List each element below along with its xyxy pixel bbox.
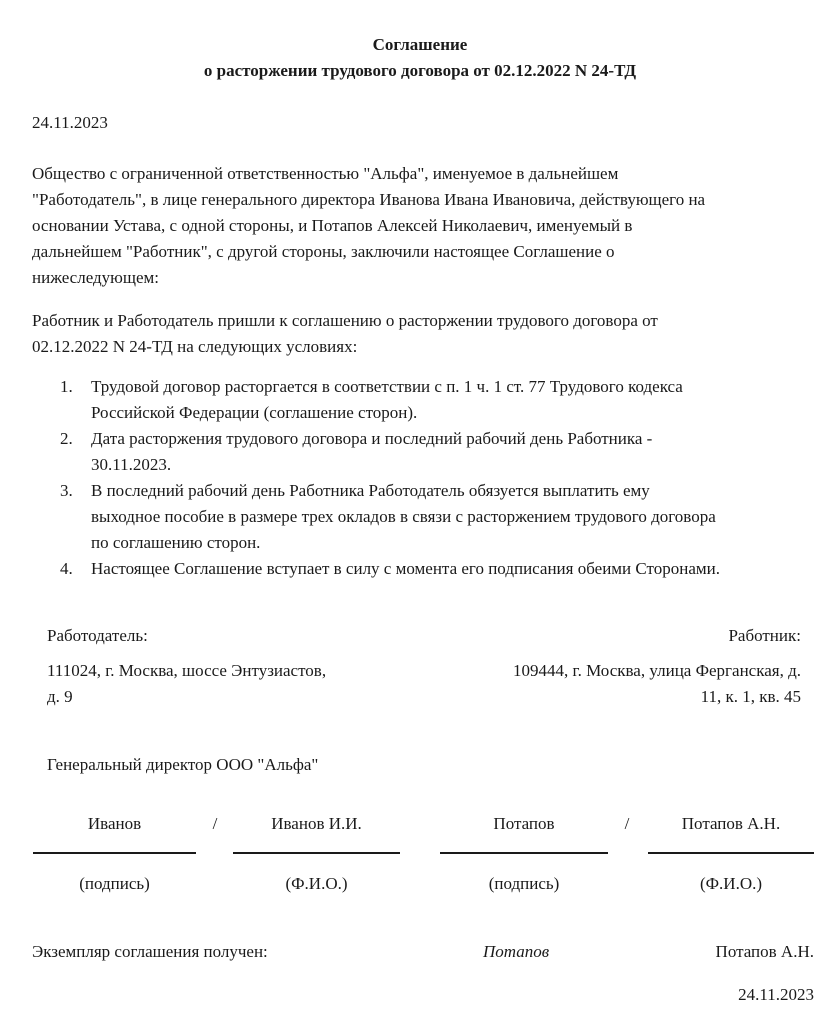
employee-label: Работник: [728, 626, 801, 645]
employer-position: Генеральный директор ООО "Альфа" [47, 755, 319, 774]
term-line: Дата расторжения трудового договора и последний рабочий день Работника - [91, 429, 653, 448]
term-line: 30.11.2023. [91, 455, 172, 474]
employer-label: Работодатель: [47, 626, 148, 645]
term-number: 2. [60, 429, 73, 448]
intro-line: "Работодатель", в лице генерального директора Иванова Ивана Ивановича, действующего на [32, 190, 706, 209]
intro-line: Общество с ограниченной ответственностью "Альфа", именуемое в дальнейшем [32, 164, 619, 183]
signature-line [33, 852, 196, 854]
name-caption: (Ф.И.О.) [285, 874, 348, 893]
signature-separator: / [212, 814, 218, 833]
employee-address-line: 109444, г. Москва, улица Ферганская, д. [513, 661, 801, 680]
term-line: Российской Федерации (соглашение сторон). [91, 403, 418, 422]
intro-line: основании Устава, с одной стороны, и Потапов Алексей Николаевич, именуемый в [32, 216, 633, 235]
signature-line [440, 852, 608, 854]
signature-caption: (подпись) [488, 874, 560, 893]
agreement-line: 02.12.2022 N 24-ТД на следующих условиях: [32, 337, 358, 356]
employee-address-line: 11, к. 1, кв. 45 [700, 687, 801, 706]
term-line: Настоящее Соглашение вступает в силу с момента его подписания обеими Сторонами. [91, 559, 720, 578]
employee-signature: Потапов [493, 814, 555, 833]
term-number: 1. [60, 377, 73, 396]
name-line [648, 852, 814, 854]
term-number: 4. [60, 559, 73, 578]
intro-line: дальнейшем "Работник", с другой стороны, заключили настоящее Соглашение о [32, 242, 615, 261]
employer-address-line: 111024, г. Москва, шоссе Энтузиастов, [47, 661, 327, 680]
receipt-date: 24.11.2023 [738, 985, 814, 1004]
document-subtitle: о расторжении трудового договора от 02.12.2022 N 24-ТД [203, 61, 637, 80]
employer-name: Иванов И.И. [271, 814, 362, 833]
name-caption: (Ф.И.О.) [699, 874, 763, 893]
receipt-label: Экземпляр соглашения получен: [32, 942, 268, 961]
document-date: 24.11.2023 [32, 113, 108, 132]
employee-name: Потапов А.Н. [681, 814, 781, 833]
term-number: 3. [60, 481, 73, 500]
agreement-line: Работник и Работодатель пришли к соглашению о расторжении трудового договора от [32, 311, 658, 330]
signature-caption: (подпись) [79, 874, 150, 893]
name-line [233, 852, 400, 854]
receipt-name: Потапов А.Н. [715, 942, 814, 961]
employer-signature: Иванов [87, 814, 142, 833]
document-title: Соглашение [372, 35, 468, 54]
intro-line: нижеследующем: [32, 268, 160, 287]
term-line: В последний рабочий день Работника Работодатель обязуется выплатить ему [91, 481, 650, 500]
employer-address-line: д. 9 [47, 687, 73, 706]
receipt-signature: Потапов [483, 942, 550, 961]
signature-separator: / [624, 814, 630, 833]
term-line: Трудовой договор расторгается в соответствии с п. 1 ч. 1 ст. 77 Трудового кодекса [91, 377, 683, 396]
term-line: выходное пособие в размере трех окладов в связи с расторжением трудового договора [91, 507, 716, 526]
term-line: по соглашению сторон. [91, 533, 261, 552]
